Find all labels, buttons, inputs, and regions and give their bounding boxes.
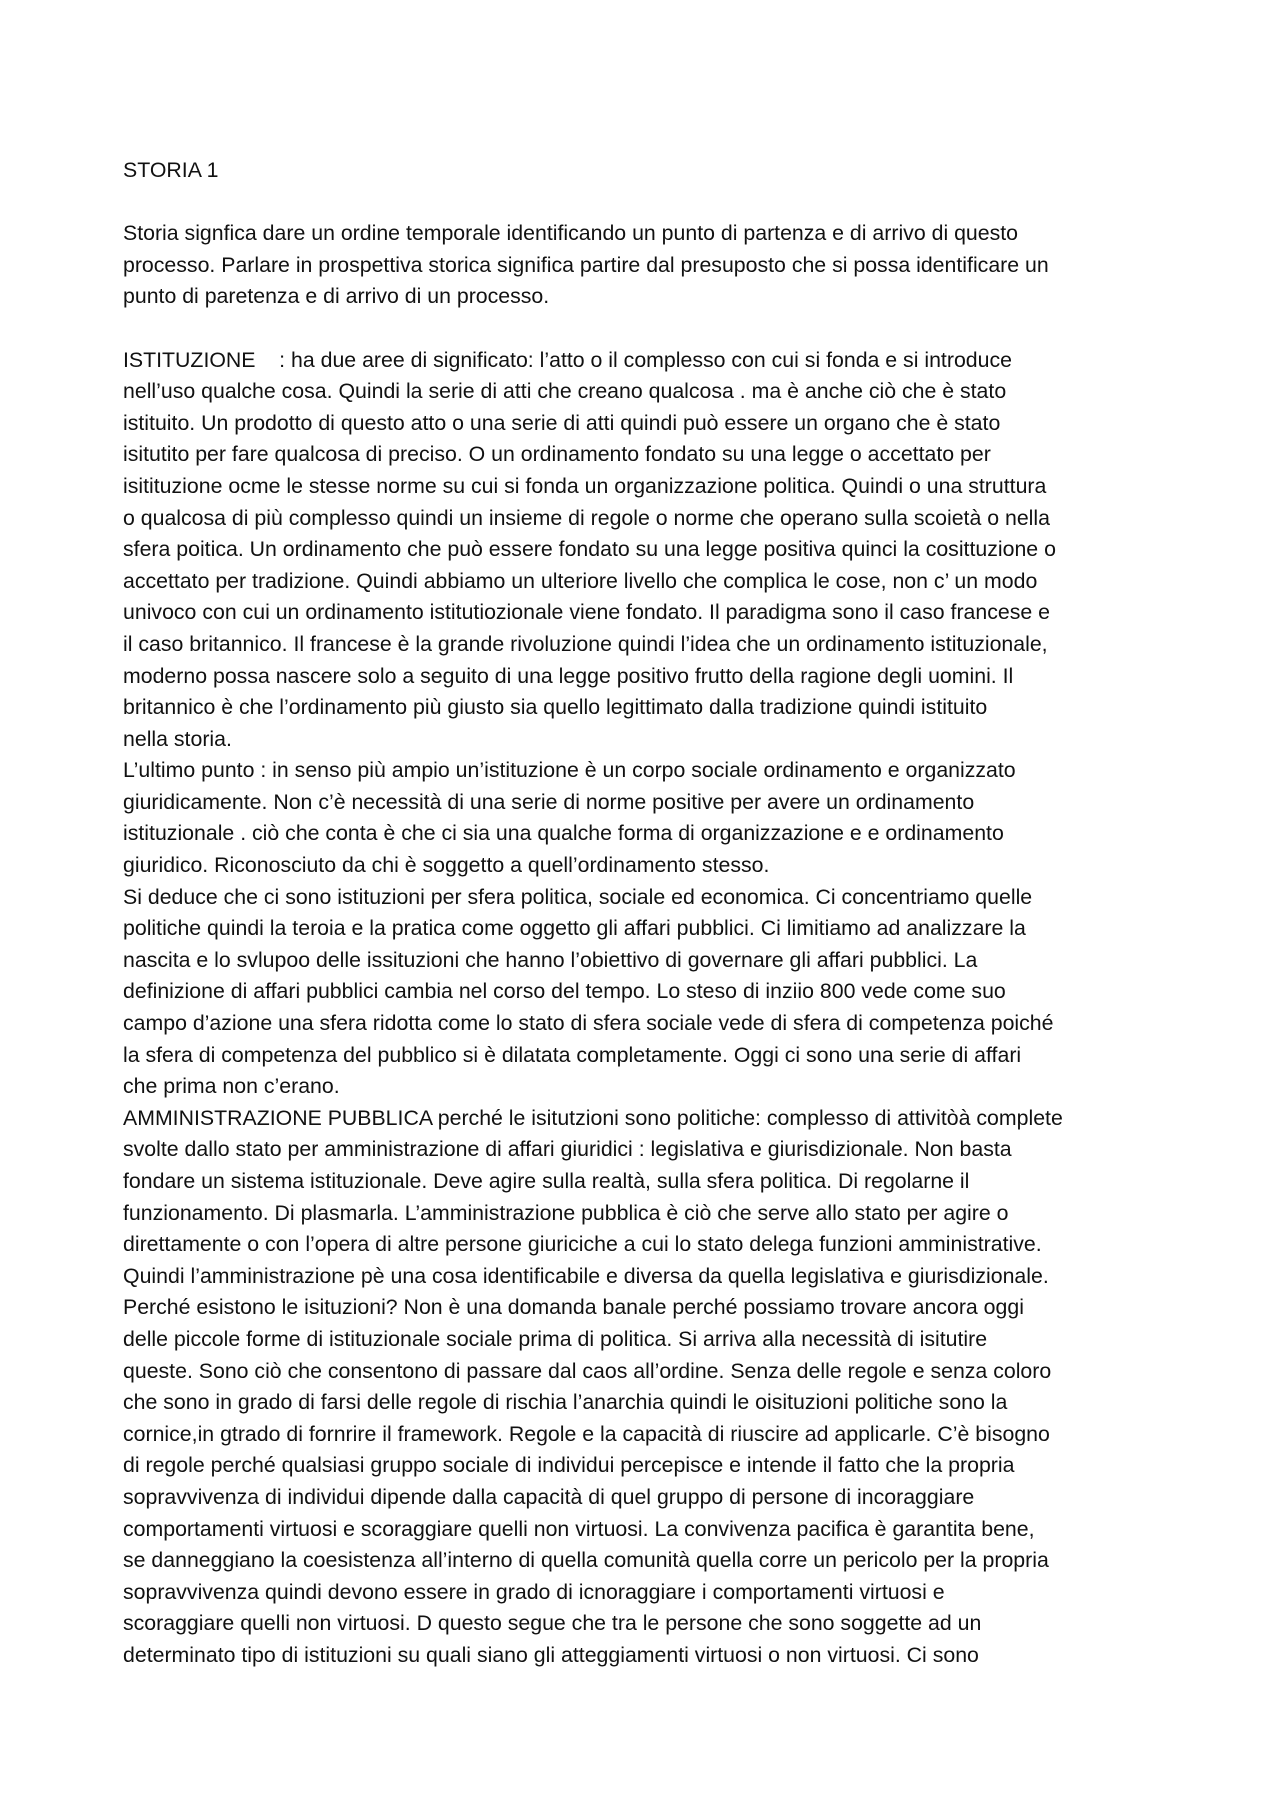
text-line: la sfera di competenza del pubblico si è dilatata completamente. Oggi ci sono una serie di affari xyxy=(123,1042,1022,1067)
paragraph-history-definition xyxy=(123,218,1173,313)
text-line: AMMINISTRAZIONE PUBBLICA perché le isitutzioni sono politiche: complesso di attivitòà complete xyxy=(123,1105,1063,1130)
text-line: accettato per tradizione. Quindi abbiamo un ulteriore livello che complica le cose, non c’ un modo xyxy=(123,568,1038,593)
paragraph-spacer xyxy=(123,313,1173,345)
text-line: queste. Sono ciò che consentono di passare dal caos all’ordine. Senza delle regole e senza coloro xyxy=(123,1358,1052,1383)
text-line: funzionamento. Di plasmarla. L’amministrazione pubblica è ciò che serve allo stato per agire o xyxy=(123,1200,1009,1225)
text-line: nella storia. xyxy=(123,726,232,751)
text-line: univoco con cui un ordinamento istitutiozionale viene fondato. Il paradigma sono il caso francese e xyxy=(123,600,1050,625)
text-line: Si deduce che ci sono istituzioni per sfera politica, sociale ed economica. Ci concentriamo quelle xyxy=(123,884,1033,909)
text-line: istituito. Un prodotto di questo atto o una serie di atti quindi può essere un organo che è stato xyxy=(123,410,1001,435)
text-line: moderno possa nascere solo a seguito di una legge positivo frutto della ragione degli uomini. Il xyxy=(123,663,1014,688)
text-line: Perché esistono le isituzioni? Non è una domanda banale perché possiamo trovare ancora oggi xyxy=(123,1295,1024,1320)
text-line: sopravvivenza di individui dipende dalla capacità di quel gruppo di persone di incoraggiare xyxy=(123,1484,975,1509)
text-line: sopravvivenza quindi devono essere in grado di icnoraggiare i comportamenti virtuosi e xyxy=(123,1579,945,1604)
text-line: determinato tipo di istituzioni su quali siano gli atteggiamenti virtuosi o non virtuosi. Ci sono xyxy=(123,1642,979,1667)
text-line: Quindi l’amministrazione pè una cosa identificabile e diversa da quella legislativa e giurisdizionale. xyxy=(123,1263,1049,1288)
text-line: nascita e lo svlupoo delle issituzioni che hanno l’obiettivo di governare gli affari pubblici. La xyxy=(123,947,978,972)
text-line: processo. Parlare in prospettiva storica significa partire dal presuposto che si possa identificare un xyxy=(123,252,1049,277)
text-line: isitituzione ocme le stesse norme su cui si fonda un organizzazione politica. Quindi o una struttura xyxy=(123,473,1047,498)
document-body xyxy=(123,155,1173,1703)
text-line: L’ultimo punto : in senso più ampio un’istituzione è un corpo sociale ordinamento e organizzato xyxy=(123,758,1016,783)
text-line: giuridicamente. Non c’è necessità di una serie di norme positive per avere un ordinamento xyxy=(123,789,975,814)
text-line: politiche quindi la teroia e la pratica come oggetto gli affari pubblici. Ci limitiamo ad analizzare la xyxy=(123,916,1026,941)
text-line: giuridico. Riconosciuto da chi è soggetto a quell’ordinamento stesso. xyxy=(123,853,770,878)
text-line: ISTITUZIONE : ha due aree di significato: l’atto o il complesso con cui si fonda e si introduce xyxy=(123,347,1012,372)
text-line: definizione di affari pubblici cambia nel corso del tempo. Lo steso di inziio 800 vede come suo xyxy=(123,979,1006,1004)
text-line: fondare un sistema istituzionale. Deve agire sulla realtà, sulla sfera politica. Di regolarne il xyxy=(123,1169,970,1193)
text-line: Storia signfica dare un ordine temporale identificando un punto di partenza e di arrivo di questo xyxy=(123,221,1019,246)
text-line: direttamente o con l’opera di altre persone giuriciche a cui lo stato delega funzioni amministrative. xyxy=(123,1232,1042,1257)
text-line: isitutito per fare qualcosa di preciso. O un ordinamento fondato su una legge o accettato per xyxy=(123,442,991,467)
document-title: STORIA 1 xyxy=(123,158,219,182)
text-line: svolte dallo stato per amministrazione di affari giuridici : legislativa e giurisdizionale. Non basta xyxy=(123,1137,1012,1162)
text-line: punto di paretenza e di arrivo di un processo. xyxy=(123,284,550,309)
text-line: nell’uso qualche cosa. Quindi la serie di atti che creano qualcosa . ma è anche ciò che è stato xyxy=(123,379,1007,404)
text-line: che prima non c’erano. xyxy=(123,1074,340,1099)
text-line: di regole perché qualsiasi gruppo sociale di individui percepisce e intende il fatto che la propria xyxy=(123,1453,1015,1478)
text-line: o qualcosa di più complesso quindi un insieme di regole o norme che operano sulla scoietà o nella xyxy=(123,505,1050,530)
paragraph-spacer xyxy=(123,187,1173,219)
text-line: che sono in grado di farsi delle regole di rischia l’anarchia quindi le oisituzioni politiche sono la xyxy=(123,1390,1008,1415)
text-line: campo d’azione una sfera ridotta come lo stato di sfera sociale vede di sfera di competenza poiché xyxy=(123,1011,1054,1036)
text-line: il caso britannico. Il francese è la grande rivoluzione quindi l’idea che un ordinamento istituzionale, xyxy=(123,631,1048,656)
text-line: delle piccole forme di istituzionale sociale prima di politica. Si arriva alla necessità di isitutire xyxy=(123,1326,988,1351)
text-line: comportamenti virtuosi e scoraggiare quelli non virtuosi. La convivenza pacifica è garantita bene, xyxy=(123,1516,1035,1541)
text-line: cornice,in gtrado di fornrire il framework. Regole e la capacità di riuscire ad applicarle. C’è bisogno xyxy=(123,1421,1050,1446)
text-line: scoraggiare quelli non virtuosi. D questo segue che tra le persone che sono soggette ad un xyxy=(123,1611,982,1636)
text-line: istituzionale . ciò che conta è che ci sia una qualche forma di organizzazione e e ordinamento xyxy=(123,821,1004,846)
paragraph-istituzione xyxy=(123,345,1173,1704)
text-line: sfera poitica. Un ordinamento che può essere fondato su una legge positiva quinci la cosittuzione o xyxy=(123,537,1056,562)
text-line: britannico è che l’ordinamento più giusto sia quello legittimato dalla tradizione quindi istituito xyxy=(123,695,988,720)
text-line: se danneggiano la coesistenza all’interno di quella comunità quella corre un pericolo per la propria xyxy=(123,1548,1049,1573)
text-line xyxy=(123,1672,1173,1704)
